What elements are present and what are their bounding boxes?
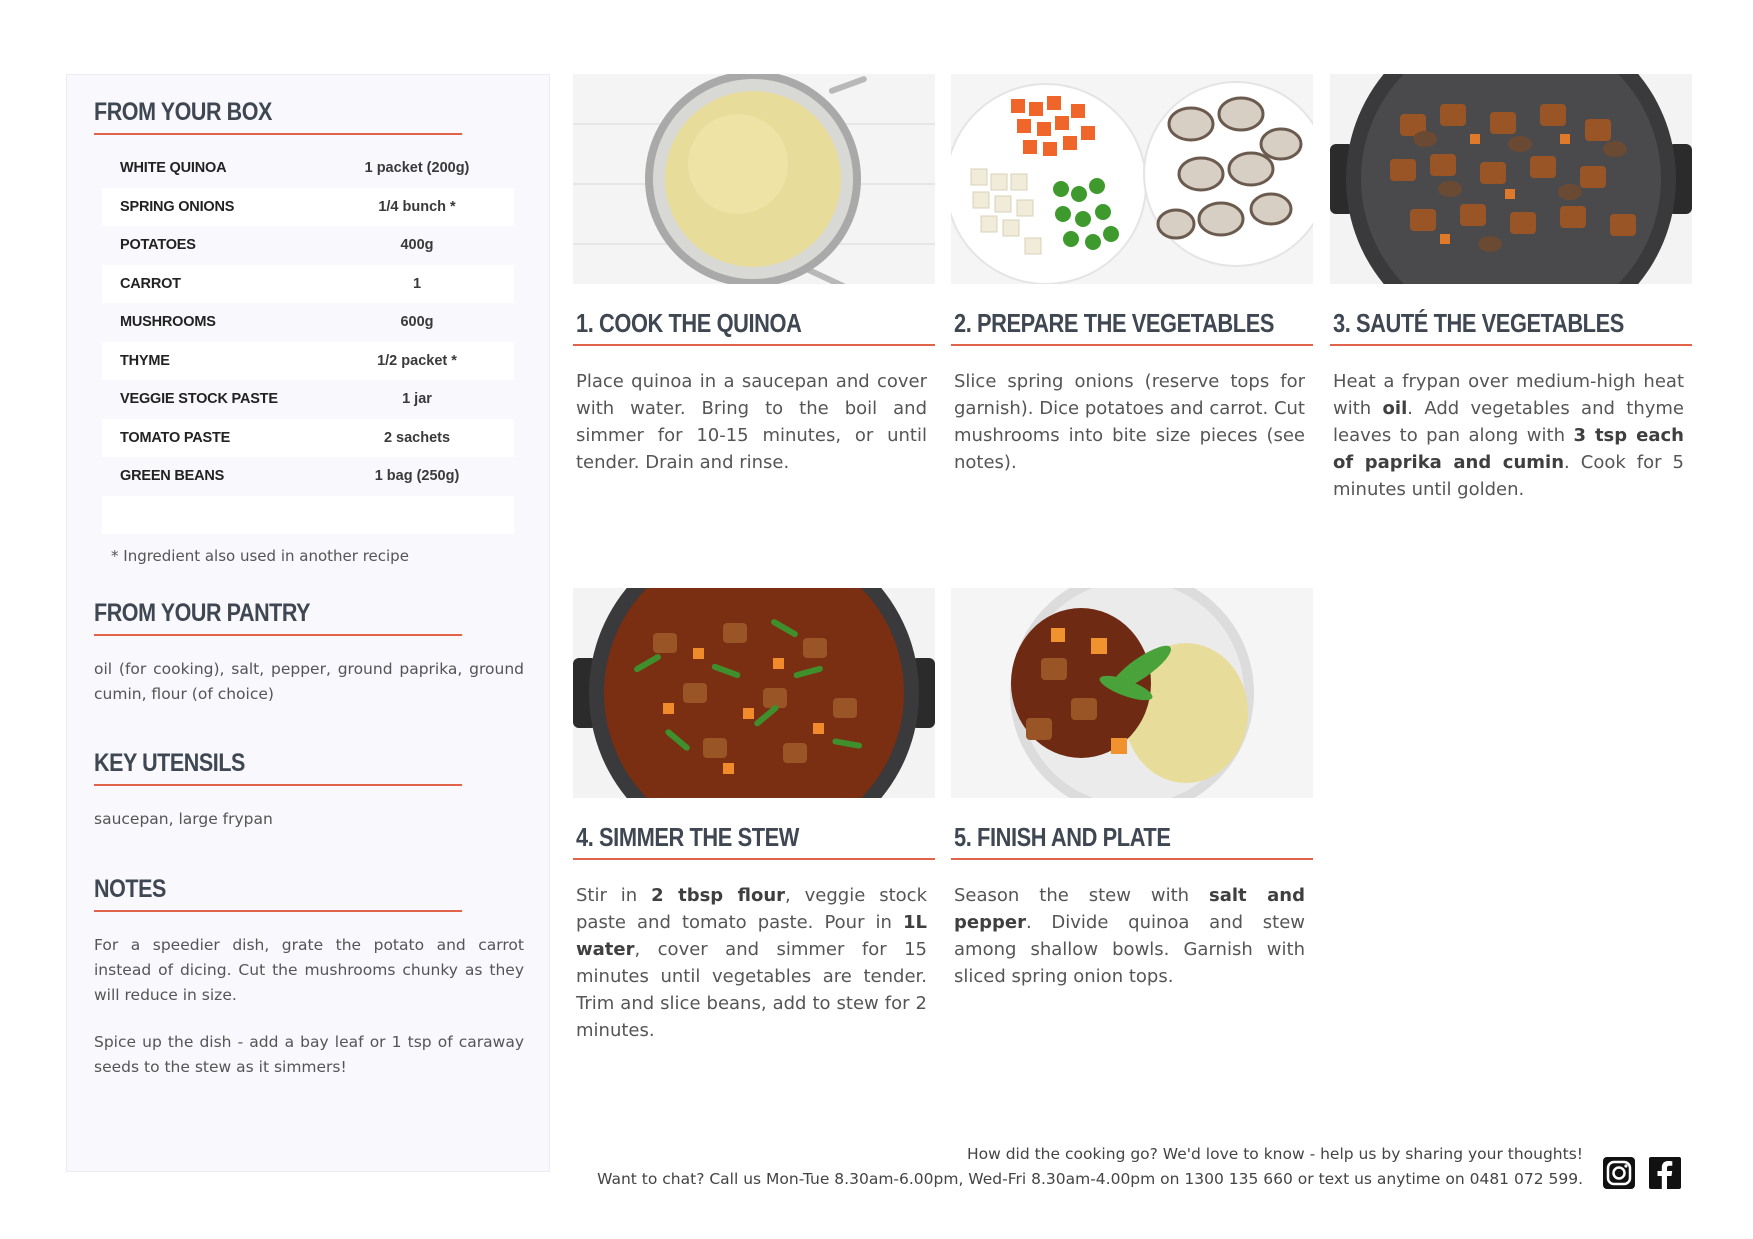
step-text-segment: Stir in xyxy=(576,884,652,906)
ingredient-quantity: 400g xyxy=(400,237,434,254)
notes-paragraph-1: For a speedier dish, grate the potato and carrot instead of dicing. Cut the mushrooms chunky as they will reduce in size. xyxy=(94,936,524,1004)
table-row xyxy=(102,149,514,188)
instagram-icon[interactable] xyxy=(1601,1155,1637,1191)
feedback-text: How did the cooking go? We'd love to know - help us by sharing your thoughts! xyxy=(966,1145,1583,1163)
ingredients-panel xyxy=(66,74,550,1172)
ingredient-footnote: * Ingredient also used in another recipe xyxy=(111,547,409,565)
step-text-segment: . Cook for 5 minutes until golden. xyxy=(1333,451,1684,500)
notes-title: NOTES xyxy=(94,876,462,912)
step-text-bold: 1L water xyxy=(576,911,927,960)
ingredient-quantity: 1 xyxy=(412,275,422,292)
ingredient-name: CARROT xyxy=(120,275,181,292)
step-text xyxy=(951,882,1313,990)
step-2 xyxy=(951,74,1313,476)
step-title-text: 5. FINISH AND PLATE xyxy=(954,822,1171,852)
pantry-text: oil (for cooking), salt, pepper, ground paprika, ground cumin, flour (of choice) xyxy=(94,660,524,703)
step-text xyxy=(1330,368,1692,503)
step-text-segment: Slice spring onions (reserve tops for garnish). Dice potatoes and carrot. Cut mushrooms into bite size pieces (see notes). xyxy=(954,370,1305,473)
ingredient-name: VEGGIE STOCK PASTE xyxy=(120,391,278,408)
step-5 xyxy=(951,588,1313,990)
step-text-bold: salt and pepper xyxy=(954,884,1305,933)
step-text-segment: Place quinoa in a saucepan and cover with water. Bring to the boil and simmer for 10-15 minutes, or until tender. Drain and rinse. xyxy=(576,370,927,473)
ingredient-name: SPRING ONIONS xyxy=(120,198,235,215)
table-row xyxy=(102,419,514,458)
ingredient-quantity: 1/4 bunch * xyxy=(378,198,456,215)
step-3 xyxy=(1330,74,1692,503)
contact-text: Want to chat? Call us Mon-Tue 8.30am-6.00pm, Wed-Fri 8.30am-4.00pm on 1300 135 660 or text us anytime on 0481 072 599. xyxy=(597,1170,1583,1188)
table-row xyxy=(102,380,514,419)
quinoa-strainer-image xyxy=(573,74,935,284)
step-title-text: 4. SIMMER THE STEW xyxy=(576,822,799,852)
table-row xyxy=(102,303,514,342)
ingredients-table xyxy=(102,149,514,534)
step-title xyxy=(1330,309,1692,346)
step-text-bold: oil xyxy=(1382,397,1408,419)
ingredient-quantity: 1 jar xyxy=(402,391,432,408)
ingredient-quantity: 1 packet (200g) xyxy=(364,160,470,177)
sauteed-vegetables-image xyxy=(1330,74,1692,284)
step-title xyxy=(573,823,935,860)
ingredient-quantity: 2 sachets xyxy=(383,429,451,446)
step-text-segment: , veggie stock paste and tomato paste. Pour in xyxy=(576,884,927,933)
step-title-text: 1. COOK THE QUINOA xyxy=(576,308,802,338)
step-text-bold: 2 tbsp flour xyxy=(651,884,786,906)
step-text-segment: Season the stew with xyxy=(954,884,1210,906)
notes-paragraph-2: Spice up the dish - add a bay leaf or 1 tsp of caraway seeds to the stew as it simmers! xyxy=(94,1033,524,1076)
step-text xyxy=(573,882,935,1044)
step-1 xyxy=(573,74,935,476)
step-text xyxy=(951,368,1313,476)
utensils-text: saucepan, large frypan xyxy=(94,810,273,828)
step-title xyxy=(573,309,935,346)
table-row xyxy=(102,226,514,265)
plated-dish-image xyxy=(951,588,1313,798)
step-text-segment: , cover and simmer for 15 minutes until vegetables are tender. Trim and slice beans, add to stew for 2 minutes. xyxy=(576,938,927,1041)
ingredient-name: MUSHROOMS xyxy=(120,314,216,331)
facebook-icon[interactable] xyxy=(1647,1155,1683,1191)
ingredient-name: WHITE QUINOA xyxy=(120,160,227,177)
ingredient-name: TOMATO PASTE xyxy=(120,429,231,446)
from-your-pantry-title: FROM YOUR PANTRY xyxy=(94,600,462,636)
step-title xyxy=(951,823,1313,860)
table-row xyxy=(102,457,514,496)
ingredient-name: THYME xyxy=(120,352,170,369)
table-row xyxy=(102,265,514,304)
step-text-segment: . Add vegetables and thyme leaves to pan along with xyxy=(1333,397,1684,446)
step-4 xyxy=(573,588,935,1044)
step-title-text: 3. SAUTÉ THE VEGETABLES xyxy=(1333,308,1624,338)
step-text xyxy=(573,368,935,476)
key-utensils-title: KEY UTENSILS xyxy=(94,750,462,786)
step-text-segment: . Divide quinoa and stew among shallow bowls. Garnish with sliced spring onion tops. xyxy=(954,911,1305,987)
ingredient-name: POTATOES xyxy=(120,237,196,254)
from-your-box-title: FROM YOUR BOX xyxy=(94,99,462,135)
prepared-vegetables-image xyxy=(951,74,1313,284)
table-row-empty xyxy=(102,496,514,535)
ingredient-quantity: 1 bag (250g) xyxy=(374,468,460,485)
step-title-text: 2. PREPARE THE VEGETABLES xyxy=(954,308,1275,338)
table-row xyxy=(102,188,514,227)
step-text-bold: 3 tsp each of paprika and cumin xyxy=(1333,424,1684,473)
simmering-stew-image xyxy=(573,588,935,798)
ingredient-quantity: 1/2 packet * xyxy=(377,352,457,369)
step-title xyxy=(951,309,1313,346)
ingredient-quantity: 600g xyxy=(400,314,434,331)
step-text-segment: Heat a frypan over medium-high heat with xyxy=(1333,370,1684,419)
ingredient-name: GREEN BEANS xyxy=(120,468,225,485)
table-row xyxy=(102,342,514,381)
